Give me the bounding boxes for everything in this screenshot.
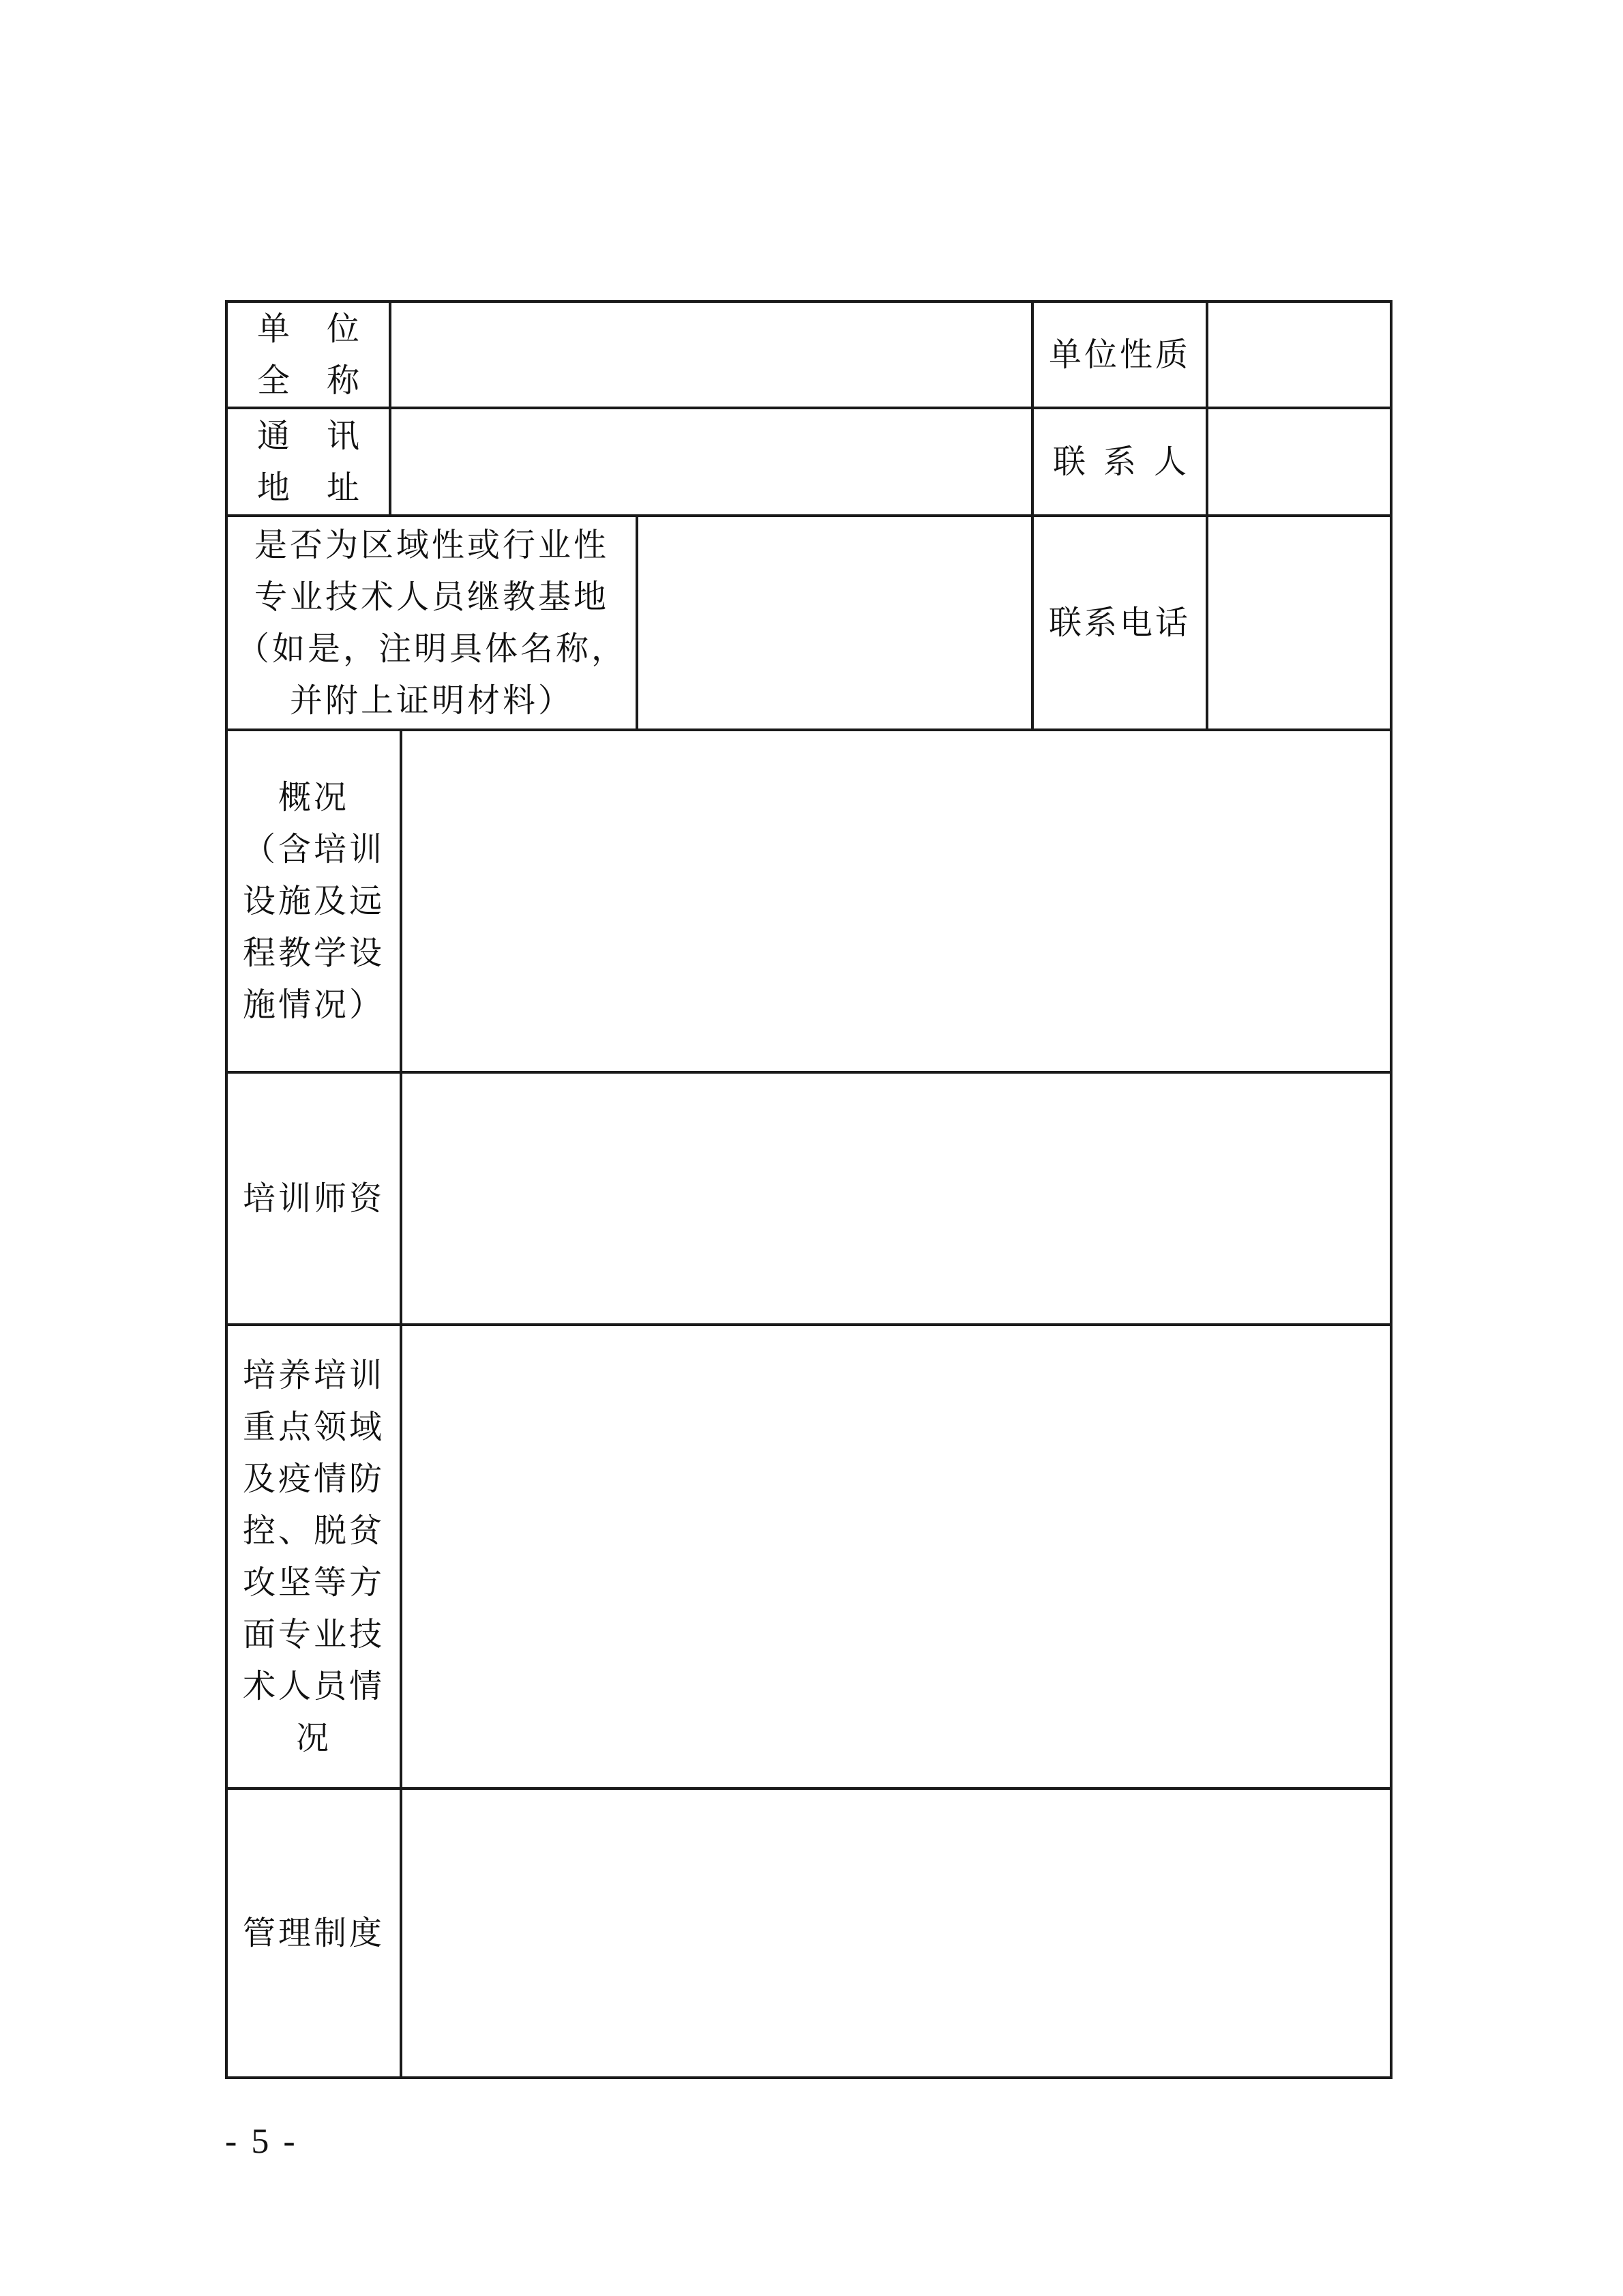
unit-name-label-line: 单位	[256, 310, 396, 348]
overview-label-line: （含培训	[242, 830, 385, 868]
key-areas-label-line: 术人员情	[242, 1667, 385, 1705]
key-areas-label-line: 控、脱贫	[242, 1512, 385, 1550]
management-label: 管理制度	[242, 1914, 385, 1952]
unit-nature-label: 单位性质	[1048, 336, 1191, 374]
key-areas-field[interactable]	[402, 1326, 1390, 1787]
page-number: - 5 -	[225, 2122, 298, 2161]
unit-name-label	[228, 303, 396, 407]
management-field[interactable]	[402, 1790, 1390, 2076]
contact-phone-label: 联系电话	[1048, 604, 1191, 642]
base-question-line: 是否为区域性或行业性	[254, 526, 609, 564]
key-areas-label-line: 重点领域	[242, 1408, 385, 1446]
teachers-label: 培训师资	[242, 1179, 385, 1218]
overview-label-line: 程教学设	[242, 934, 385, 972]
table-border-right	[1390, 300, 1393, 2079]
unit-nature-field[interactable]	[1208, 303, 1390, 407]
unit-name-label-line: 全称	[256, 362, 396, 400]
overview-label-line: 施情况）	[242, 986, 385, 1024]
base-question-line: （如是，注明具体名称，	[236, 630, 627, 668]
contact-person-field[interactable]	[1208, 409, 1390, 514]
contact-phone-field[interactable]	[1208, 517, 1390, 728]
key-areas-label-line: 攻坚等方	[242, 1563, 385, 1602]
key-areas-label-line: 及疫情防	[242, 1460, 385, 1498]
contact-person-label: 联系人	[1052, 443, 1204, 481]
base-question-label	[228, 517, 636, 728]
address-field[interactable]	[391, 409, 1031, 514]
address-label	[228, 409, 396, 514]
key-areas-label-line: 面专业技	[242, 1615, 385, 1653]
base-answer-field[interactable]	[638, 517, 1031, 728]
teachers-field[interactable]	[402, 1074, 1390, 1323]
unit-name-field[interactable]	[391, 303, 1031, 407]
key-areas-label-line: 况	[295, 1719, 331, 1757]
key-areas-label-line: 培养培训	[242, 1356, 385, 1394]
address-label-line: 地址	[256, 469, 396, 507]
base-question-line: 专业技术人员继教基地	[254, 578, 609, 616]
overview-label	[228, 731, 400, 1071]
base-question-line: 并附上证明材料）	[289, 681, 574, 720]
overview-label-line: 设施及远	[242, 882, 385, 920]
address-label-line: 通讯	[256, 417, 396, 455]
overview-field[interactable]	[402, 731, 1390, 1071]
overview-label-line: 概况	[278, 778, 349, 816]
key-areas-label	[228, 1326, 400, 1787]
